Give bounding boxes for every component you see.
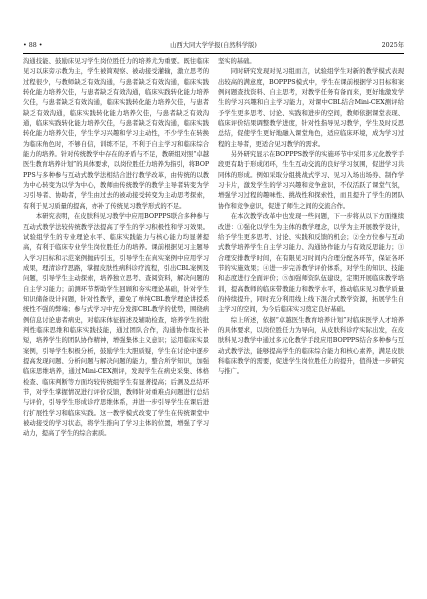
running-header [23, 41, 404, 54]
paragraph: 沟通技能、鼓励床见习学生岗位胜任力的培养尤为重要。既往临床见习以床旁示教为主，学生被简观察、被动接受灌输，激立思考的过程很少，与教师缺乏有效沟通，与患者缺乏有效沟通，临床实践转化能力培养欠佳，与患者缺乏有效沟通，临床实践转化能力培养欠佳，与患者缺乏有效沟通，临床实践转化能力培养欠佳，与患者缺乏有效沟通，临床实践转化能力培养欠佳，与患者缺乏有效沟通，临床实践转化能力培养欠佳，与患者缺乏有效沟通，临床实践转化能力培养欠佳，学生学习兴趣和学习主动性，不少学生在转换为临床角色时，不够自信，训练不足，不利于自主学习和临床综合能力的培养。针对传统教学中存在的矛盾与不足，教研组对照“卓越医生教育培养计划”的具体要求，以岗位胜任力培养为指引，将BOPPPS与多种参与互动式教学法相结合进行教学改革，由传统的以教为中心转变为以学为中心，教师由传统教学的教学主导者转变为学习引导者、协助者，学生由过去的被动接受转变为主动思考探索，有利于见习质量的提高，亦补了传统见习教学形式的不足。 [23, 58, 209, 210]
paragraph: 综上所述，依据“卓越医生教育培养计划”对临床医学人才培养的具体要求，以岗位胜任力为导向，从皮肤科诊疗实际出发，在皮肤科见习教学中通过多元化教学手段应用BOPPPS结合多种参与互动式教学法，能够提高学生的临床综合能力和核心素养，满足皮肤科临床教学的需要，促进学生岗位胜任力的提升，值得进一步研究与推广。 [218, 316, 404, 376]
publication-year: 2025年 [381, 42, 404, 49]
right-text-column [218, 57, 404, 577]
paragraph: 在本次教学改革中也发现一些问题，下一步将从以下方面继续改进：①强化以学生为主体的教学理念，以学为主开展教学设计，给予学生更多思考、讨论、实践和反馈的机会；②全方位参与互动式教学培养学生自主学习能力、沟通协作能力与有效反思能力；③合理安排教学时间，在有限见习时间内合理分配各环节，保证各环节的实施效果；④进一步完善教学评价体系，对学生的知识、技能和态度进行全面评价；⑤加强师资队伍建设，定期开展临床教学培训，提高教师的临床带教能力和教学水平，推动临床见习教学质量的持续提升，同时充分利用线上线下混合式教学资源，拓展学生自主学习的空间，为今后临床实习奠定良好基础。 [218, 213, 404, 314]
page-number: • 88 • [23, 42, 43, 49]
paragraph: 同时研究发现对见习组而言，试验组学生对新的教学模式表现出较高的满意度，BOPPPS模式中，学生在课前根据学习目标和案例问题查找资料、自主思考，对教学任务有备而来，更好地激发学生的学习兴趣和自主学习能力，对课中CBL结合Mini-CEX测评给予学生更多思考、讨论、实践和进步的空间，教师依据课堂表现、临床评价结果调整教学进度，针对性指导见习教学，学生及时反思总结，促使学生更好地融入课堂角色，适应临床环境，成为学习过程的主导者，更适合见习教学的需求。 [218, 68, 404, 148]
paragraph: 坚实的基础。 [218, 58, 256, 65]
left-text-column [23, 57, 209, 577]
paragraph: 本研究表明，在皮肤科见习教学中应用BOPPPS联合多种参与互动式教学法较传统教学法提高了学生的学习积极性和学习效果。试验组学生的专业理论水平、临床实践能力与核心能力均显著提高，有利于临床专业学生岗位胜任力的培养。课前根据见习主题导入学习目标和示范案例抛砖引玉，引导学生在真实案例中应用学习成果，理清诊疗思路，掌握皮肤性病科诊疗流程，引出CBL案例及问题，引导学生主动探索，培养独立思考、查阅资料，解决问题的自主学习能力；前测环节帮助学生回顾和夯实理论基础，针对学生知识储备设计问题，针对性教学，避免了单纯CBL教学理论讲授系统性不强的弊端；参与式学习中充分发挥CBL教学的优势，围绕病例信息讨论患者病史，对临床体征描述及辅助检查，培养学生的批判性临床思维和临床实践技能，通过团队合作，沟通协作取长补短，培养学生的团队协作精神，增强集体主义意识；运用临床实景案例，引导学生积极分析，鼓励学生大胆质疑，学生在讨论中逐步提高发现问题、分析问题与解决问题的能力，整合所学知识，加强临床思维培养，通过Mini-CEX测评，发现学生在病史采集、体格检查、临床判断等方面均较传统组学生有显著提高；后测及总结环节，对学生掌握情况进行评价反馈，教师针对重难点问题进行总结与评价，引导学生形成诊疗思维体系，并进一步引导学生在课后进行扩展性学习和临床实践。这一教学模式改变了学生在传统课堂中被动接受的学习状态，将学生推向了学习主体的位置，增强了学习动力，提高了学生的综合素质。 [23, 213, 209, 438]
journal-title: 山西大同大学学报(自然科学版) [170, 42, 257, 49]
paragraph: 另外研究显示在BOPPPS教学的实施环节中采用多元化教学手段更有助于形成闭环，生生互动交流的良好学习氛围，促进学习共同体的形成。例如采取分组挑战式学习、见习入场出场券、制作学习卡片，激发学生的学习兴趣和竞争意识，不仅活跃了课堂气氛，增强学习过程的趣味性、挑战性和探索性，而且提升了学生的团队协作和竞争意识，促进了师生之间的交流合作。 [218, 151, 404, 210]
